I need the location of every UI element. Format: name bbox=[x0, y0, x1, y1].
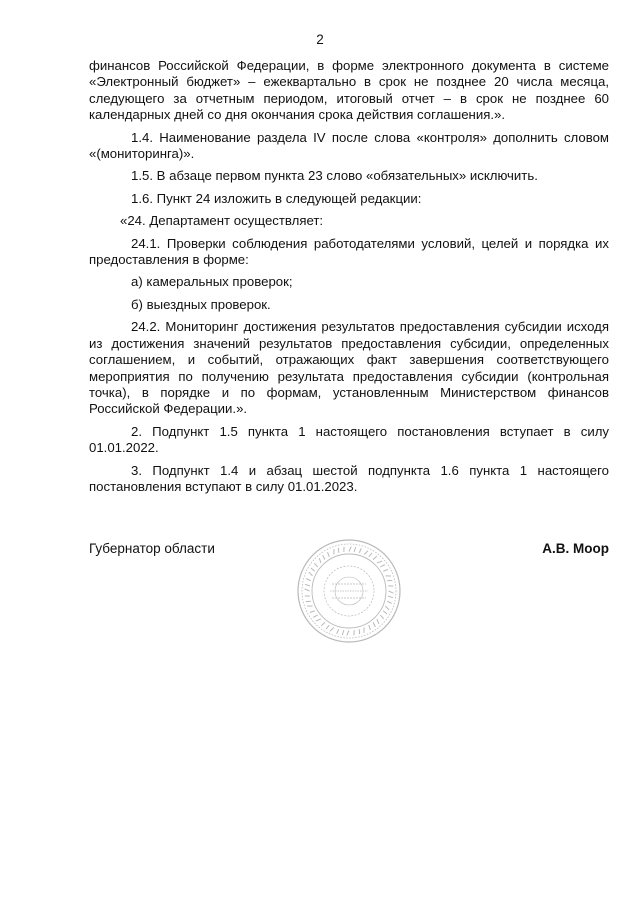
paragraph-24-1: 24.1. Проверки соблюдения работодателями условий, целей и порядка их предоставления в форме: bbox=[89, 235, 609, 268]
official-seal-icon bbox=[296, 538, 402, 644]
signer-name: А.В. Моор bbox=[542, 541, 609, 556]
seal-ring-mark bbox=[354, 547, 356, 552]
seal-ring-mark bbox=[305, 589, 310, 591]
seal-ring-mark bbox=[387, 601, 392, 603]
seal-ring-mark bbox=[321, 622, 325, 625]
paragraph-24-2: 24.2. Мониторинг достижения результатов предоставления субсидии исходя из достижения значений результатов предоставления субсидии, определенных соглашением, и событий, отражающих факт завершения соответствующего мероприятия по получению результата предоставления субсидии (контрольная точка), в порядке и по формам, установленным Министерством финансов Российской Федерации.». bbox=[89, 319, 609, 417]
seal-ring-mark bbox=[377, 561, 382, 563]
paragraph-3: 3. Подпункт 1.4 и абзац шестой подпункта 1.6 пункта 1 настоящего постановления вступают в силу 01.01.2023. bbox=[89, 462, 609, 494]
seal-ring-mark bbox=[309, 572, 313, 576]
seal-ring-mark bbox=[385, 606, 389, 610]
document-body bbox=[89, 58, 609, 495]
seal-ring-mark bbox=[369, 625, 371, 630]
page-number: 2 bbox=[316, 32, 324, 47]
paragraph-24-1-a: а) камеральных проверок; bbox=[131, 274, 293, 290]
seal-ring-mark bbox=[330, 627, 334, 631]
paragraph-1-6: 1.6. Пункт 24 изложить в следующей редакции: bbox=[131, 190, 422, 206]
seal-ring-mark bbox=[369, 553, 372, 557]
paragraph-1-5: 1.5. В абзаце первом пункта 23 слово «обязательных» исключить. bbox=[131, 168, 538, 184]
seal-ring-mark bbox=[373, 622, 375, 627]
seal-ring-mark bbox=[388, 596, 393, 598]
paragraph-24: «24. Департамент осуществляет: bbox=[120, 213, 324, 229]
paragraph-1-4: 1.4. Наименование раздела IV после слова «контроля» дополнить словом «(мониторинга)». bbox=[89, 129, 609, 162]
seal-ring-mark bbox=[347, 631, 349, 636]
paragraph-2: 2. Подпункт 1.5 пункта 1 настоящего постановления вступает в силу 01.01.2022. bbox=[89, 423, 609, 456]
seal-ring-mark bbox=[342, 630, 344, 635]
seal-ring-mark bbox=[359, 548, 361, 553]
seal-ring-mark bbox=[364, 551, 368, 555]
seal-ring-mark bbox=[380, 565, 385, 567]
seal-ring-mark bbox=[314, 563, 317, 567]
seal-ring-mark bbox=[389, 591, 394, 593]
seal-ring-mark bbox=[337, 629, 339, 634]
seal-ring-mark bbox=[323, 555, 325, 560]
seal-ring-mark bbox=[311, 568, 315, 571]
paragraph-continuation: финансов Российской Федерации, в форме электронного документа в системе «Электронный бюджет» – ежеквартально в срок не позднее 20 числа месяца, следующего за отчетным периодом, итоговый отчет – в срок не позднее 60 календарных дней со дня окончания срока действия соглашения.». bbox=[89, 58, 609, 123]
seal-ring-mark bbox=[383, 570, 388, 572]
seal-ring-mark bbox=[316, 619, 321, 621]
seal-ring-mark bbox=[326, 625, 329, 629]
seal-ring-mark bbox=[328, 552, 330, 557]
seal-ring-mark bbox=[383, 611, 387, 614]
seal-ring-mark bbox=[306, 579, 311, 581]
seal-ring-mark bbox=[319, 558, 321, 563]
seal-ring-mark bbox=[310, 611, 315, 613]
seal-ring-mark bbox=[313, 615, 318, 617]
seal-ring-mark bbox=[373, 556, 377, 559]
signer-title: Губернатор области bbox=[89, 541, 215, 556]
seal-ring-mark bbox=[380, 615, 383, 619]
seal-ring-mark bbox=[377, 619, 379, 624]
paragraph-24-1-b: б) выездных проверок. bbox=[131, 296, 271, 312]
seal-ring-mark bbox=[349, 547, 351, 552]
seal-ring-mark bbox=[305, 584, 310, 586]
